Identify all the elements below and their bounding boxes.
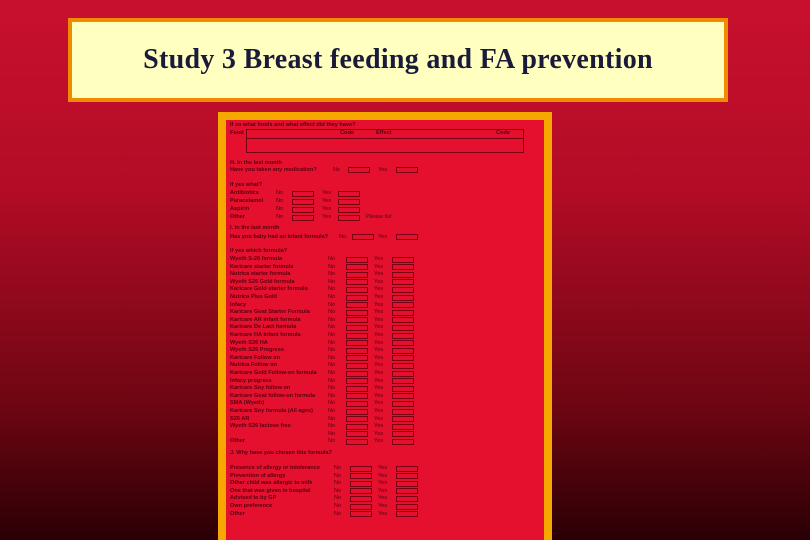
- formula-row-label: Karicare Soy formula (All ages): [230, 408, 314, 414]
- reason-row-no-box[interactable]: [350, 504, 372, 510]
- formula-row-yes: Yes: [374, 309, 384, 316]
- formula-row-yes: Yes: [374, 263, 384, 270]
- medication-row: [230, 190, 540, 198]
- formula-row-yes-box[interactable]: [392, 348, 414, 354]
- food-table-divider: [246, 138, 524, 139]
- section-i-no: No: [339, 234, 347, 240]
- formula-row-yes-box[interactable]: [392, 371, 414, 377]
- formula-row-no-box[interactable]: [346, 310, 368, 316]
- formula-row: [230, 324, 540, 332]
- formula-row-yes: Yes: [374, 392, 384, 399]
- medication-row-no: No: [276, 206, 284, 212]
- formula-row-no: No: [328, 301, 336, 308]
- formula-row-no-box[interactable]: [346, 439, 368, 445]
- reason-row-no: No: [334, 503, 342, 509]
- formula-row-no: No: [328, 423, 336, 430]
- reason-row: [230, 465, 540, 473]
- formula-row-yes: Yes: [374, 423, 384, 430]
- formula-row-label: Karicare HA infant formula: [230, 332, 301, 338]
- reason-row-no: No: [334, 495, 342, 502]
- reason-row-no-box[interactable]: [350, 473, 372, 479]
- section-h-no: No: [333, 167, 341, 173]
- reason-row-yes: Yes: [378, 480, 388, 487]
- formula-row-yes-box[interactable]: [392, 287, 414, 293]
- medication-row-no: No: [276, 190, 284, 196]
- medication-row-label: Antibiotics: [230, 190, 259, 196]
- reason-row-no-box[interactable]: [350, 488, 372, 494]
- formula-row-label: Nutrica Follow on: [230, 362, 277, 369]
- formula-row-yes: Yes: [374, 415, 384, 422]
- formula-row-yes-box[interactable]: [392, 340, 414, 346]
- formula-row-yes: Yes: [374, 354, 384, 361]
- formula-row-no: No: [328, 339, 336, 346]
- section-i-no-box[interactable]: [352, 234, 374, 240]
- formula-row-no: No: [328, 392, 336, 399]
- formula-row: [230, 286, 540, 294]
- code2-col-header: Code: [496, 130, 510, 136]
- medication-row-yes-box[interactable]: [338, 191, 360, 197]
- medication-row-no-box[interactable]: [292, 207, 314, 213]
- formula-row: [230, 271, 540, 279]
- formula-row-no-box[interactable]: [346, 348, 368, 354]
- reason-row-label: Presence of allergy or intolerance: [230, 465, 320, 471]
- formula-row-no: No: [328, 286, 336, 293]
- food-col-header: Food: [230, 130, 244, 136]
- medication-row-label: Other: [230, 214, 245, 220]
- reason-row: [230, 495, 540, 503]
- formula-row-yes: Yes: [374, 286, 384, 293]
- formula-row-no: No: [328, 347, 336, 354]
- medication-row-no-box[interactable]: [292, 199, 314, 205]
- formula-row-yes-box[interactable]: [392, 333, 414, 339]
- formula-row-label: Wyeth S-26 formula: [230, 256, 283, 262]
- formula-row-no: No: [328, 438, 336, 445]
- reason-row-no: No: [334, 480, 342, 487]
- effect-col-header: Effect: [376, 130, 392, 136]
- formula-row-no: No: [328, 370, 336, 376]
- formula-row-no-box[interactable]: [346, 378, 368, 384]
- formula-row-yes: Yes: [374, 408, 384, 414]
- formula-row: [230, 317, 540, 325]
- formula-row-no: No: [328, 415, 336, 422]
- formula-row-yes-box[interactable]: [392, 401, 414, 407]
- formula-row-yes: Yes: [374, 324, 384, 331]
- reason-row-no: No: [334, 510, 342, 517]
- formula-row-no-box[interactable]: [346, 371, 368, 377]
- formula-row-label: Karicare Gold starter formula: [230, 286, 308, 293]
- reason-row-label: Other: [230, 510, 245, 517]
- formula-row: [230, 400, 540, 408]
- formula-row-no: No: [328, 385, 336, 392]
- formula-row-no: No: [328, 400, 336, 407]
- formula-row: [230, 340, 540, 348]
- section-h-question: Have you taken any medication?: [230, 167, 317, 173]
- formula-row-label: Karicare Goat follow-on formula: [230, 392, 316, 399]
- medication-row-label: Paracetamol: [230, 198, 264, 204]
- section-i-question: Has you baby had an infant formula?: [230, 234, 329, 240]
- section-h-heading: H. In the last month: [230, 160, 282, 166]
- reason-row-no-box[interactable]: [350, 481, 372, 487]
- formula-row-no-box[interactable]: [346, 287, 368, 293]
- formula-row-yes-box[interactable]: [392, 355, 414, 361]
- reason-row-no: No: [334, 465, 342, 471]
- medication-row-yes: Yes: [322, 190, 332, 196]
- formula-row-yes: Yes: [374, 301, 384, 308]
- reason-row: [230, 503, 540, 511]
- formula-row-label: Wyeth S26 HA: [230, 339, 268, 346]
- scanned-form: [226, 120, 544, 540]
- reason-row-yes: Yes: [378, 503, 388, 509]
- medication-row: [230, 214, 540, 222]
- reason-row-no-box[interactable]: [350, 496, 372, 502]
- reason-row-yes: Yes: [378, 510, 388, 517]
- formula-row: [230, 431, 540, 439]
- formula-row-no-box[interactable]: [346, 264, 368, 270]
- section-h-yes: Yes: [378, 167, 388, 173]
- formula-row-yes-box[interactable]: [392, 272, 414, 278]
- formula-row-label: Infacy: [230, 301, 247, 308]
- formula-row-label: SMA (Wyeth): [230, 400, 265, 407]
- formula-row-no: No: [328, 377, 336, 384]
- formula-row-yes: Yes: [374, 316, 384, 323]
- reason-row-yes-box[interactable]: [396, 488, 418, 494]
- formula-row-yes-box[interactable]: [392, 295, 414, 301]
- formula-row-no-box[interactable]: [346, 272, 368, 278]
- formula-row-label: Other: [230, 438, 245, 445]
- medication-row-extra: Please list: [366, 214, 392, 220]
- formula-row-yes: Yes: [374, 271, 384, 278]
- reason-row: [230, 511, 540, 519]
- document-frame: [218, 112, 552, 540]
- formula-row-yes-box[interactable]: [392, 317, 414, 323]
- formula-row-yes-box[interactable]: [392, 302, 414, 308]
- formula-row-label: Wyeth S26 Progress: [230, 347, 284, 354]
- formula-row: [230, 256, 540, 264]
- medication-row-yes: Yes: [322, 198, 332, 204]
- formula-row-yes: Yes: [374, 278, 384, 285]
- formula-row-label: Karicare Gold Follow-on formula: [230, 370, 317, 376]
- formula-row-yes-box[interactable]: [392, 424, 414, 430]
- reason-row-yes: Yes: [378, 487, 388, 494]
- slide-title: Study 3 Breast feeding and FA prevention: [143, 44, 653, 75]
- formula-row-no-box[interactable]: [346, 355, 368, 361]
- formula-row-no-box[interactable]: [346, 295, 368, 301]
- formula-row-label: S26 AR: [230, 415, 250, 422]
- section-h-yes-box[interactable]: [396, 167, 418, 173]
- formula-row-yes: Yes: [374, 339, 384, 346]
- formula-row-yes-box[interactable]: [392, 416, 414, 422]
- medication-row-yes-box[interactable]: [338, 215, 360, 221]
- formula-row-no: No: [328, 362, 336, 369]
- formula-row-no-box[interactable]: [346, 386, 368, 392]
- formula-row-no: No: [328, 294, 336, 300]
- formula-row-yes-box[interactable]: [392, 378, 414, 384]
- formula-row-no-box[interactable]: [346, 340, 368, 346]
- formula-row-no: No: [328, 263, 336, 270]
- slide-title-box: [68, 18, 728, 102]
- medication-row-yes-box[interactable]: [338, 207, 360, 213]
- formula-row-no-box[interactable]: [346, 302, 368, 308]
- medication-row: [230, 206, 540, 214]
- formula-row-no-box[interactable]: [346, 401, 368, 407]
- formula-row-no-box[interactable]: [346, 393, 368, 399]
- formula-row-no-box[interactable]: [346, 333, 368, 339]
- formula-row: [230, 393, 540, 401]
- formula-row-yes-box[interactable]: [392, 325, 414, 331]
- formula-row-yes: Yes: [374, 438, 384, 445]
- formula-row-yes-box[interactable]: [392, 264, 414, 270]
- formula-row-yes: Yes: [374, 370, 384, 376]
- formula-row-label: Karicare Goat Starter Formula: [230, 309, 310, 316]
- food-question: If so what foods and what effect did they have?: [230, 122, 356, 128]
- reason-row-label: Prevention of allergy: [230, 472, 286, 479]
- formula-row-yes: Yes: [374, 332, 384, 338]
- formula-row: [230, 279, 540, 287]
- formula-row-yes-box[interactable]: [392, 431, 414, 437]
- formula-row-label: Karicare Follow on: [230, 354, 281, 361]
- formula-row-yes-box[interactable]: [392, 310, 414, 316]
- formula-row-no-box[interactable]: [346, 431, 368, 437]
- formula-row-label: Karicare De Lact formula: [230, 324, 297, 331]
- formula-row: [230, 309, 540, 317]
- formula-row-label: Wyeth S26 Gold formula: [230, 278, 295, 285]
- formula-row-no: No: [328, 256, 336, 262]
- formula-row-no-box[interactable]: [346, 409, 368, 415]
- formula-row: [230, 355, 540, 363]
- reason-row-no: No: [334, 472, 342, 479]
- formula-row-label: Karicare Soy follow on: [230, 385, 291, 392]
- formula-row-yes-box[interactable]: [392, 386, 414, 392]
- formula-row-no-box[interactable]: [346, 363, 368, 369]
- medication-row-no: No: [276, 214, 284, 220]
- medication-row-no: No: [276, 198, 284, 204]
- formula-row: [230, 378, 540, 386]
- reason-row-label: Other child was allergic to milk: [230, 480, 313, 487]
- reason-row-label: Advised to by GP: [230, 495, 277, 502]
- formula-row-no: No: [328, 324, 336, 331]
- reason-row-label: Own preference: [230, 503, 273, 509]
- formula-row-no: No: [328, 332, 336, 338]
- code-col-header: Code: [340, 130, 354, 136]
- formula-row-no-box[interactable]: [346, 424, 368, 430]
- reason-row: [230, 488, 540, 496]
- formula-row-no: No: [328, 316, 336, 323]
- reason-row-yes-box[interactable]: [396, 496, 418, 502]
- formula-row-no-box[interactable]: [346, 416, 368, 422]
- formula-row-label: Nutrica Plus Gold: [230, 294, 277, 300]
- medication-row-no-box[interactable]: [292, 191, 314, 197]
- reason-row-yes: Yes: [378, 472, 388, 479]
- formula-row-no-box[interactable]: [346, 317, 368, 323]
- formula-row: [230, 370, 540, 378]
- reason-row-yes-box[interactable]: [396, 511, 418, 517]
- medication-row-no-box[interactable]: [292, 215, 314, 221]
- medication-row-yes: Yes: [322, 206, 332, 212]
- reason-row-yes-box[interactable]: [396, 481, 418, 487]
- section-h-if-yes: If yes what?: [230, 182, 263, 188]
- formula-row-label: Infacy progress: [230, 377, 272, 384]
- formula-row-no-box[interactable]: [346, 279, 368, 285]
- formula-row-no: No: [328, 271, 336, 278]
- formula-row-yes-box[interactable]: [392, 393, 414, 399]
- reason-row: [230, 480, 540, 488]
- reason-row-no: No: [334, 487, 342, 494]
- reason-row-yes: Yes: [378, 495, 388, 502]
- formula-row-no: No: [328, 354, 336, 361]
- formula-row: [230, 385, 540, 393]
- formula-row: [230, 294, 540, 302]
- medication-row-label: Aspirin: [230, 206, 250, 212]
- reason-row-yes: Yes: [378, 465, 388, 471]
- section-i-yes: Yes: [378, 234, 388, 240]
- reason-row: [230, 473, 540, 481]
- section-i-yes-box[interactable]: [396, 234, 418, 240]
- formula-row-yes: Yes: [374, 377, 384, 384]
- formula-row-label: Nutrica starter formula: [230, 271, 291, 278]
- medication-row: [230, 198, 540, 206]
- formula-row-no: No: [328, 408, 336, 414]
- formula-row: [230, 416, 540, 424]
- formula-row-yes-box[interactable]: [392, 279, 414, 285]
- formula-row-yes: Yes: [374, 256, 384, 262]
- reason-row-label: One that was given in hospital: [230, 487, 311, 494]
- formula-row-yes-box[interactable]: [392, 439, 414, 445]
- medication-row-yes: Yes: [322, 214, 332, 220]
- formula-row-yes: Yes: [374, 347, 384, 354]
- formula-row-no-box[interactable]: [346, 325, 368, 331]
- formula-row-yes: Yes: [374, 294, 384, 300]
- formula-row-label: Wyeth S26 lactose free: [230, 423, 291, 430]
- section-i-which: If yes which formula?: [230, 248, 288, 254]
- formula-row-yes-box[interactable]: [392, 257, 414, 263]
- reason-row-yes-box[interactable]: [396, 473, 418, 479]
- formula-row: [230, 362, 540, 370]
- reason-row-no-box[interactable]: [350, 466, 372, 472]
- formula-row-yes: Yes: [374, 400, 384, 407]
- formula-row: [230, 347, 540, 355]
- formula-row-no: No: [328, 278, 336, 285]
- section-j-heading: J. Why have you chosen this formula?: [230, 450, 332, 456]
- formula-row-yes: Yes: [374, 430, 384, 437]
- section-h-no-box[interactable]: [348, 167, 370, 173]
- formula-row-yes: Yes: [374, 385, 384, 392]
- reason-row-yes-box[interactable]: [396, 466, 418, 472]
- formula-row-no-box[interactable]: [346, 257, 368, 263]
- formula-row-no: No: [328, 309, 336, 316]
- formula-row: [230, 302, 540, 310]
- reason-row-no-box[interactable]: [350, 511, 372, 517]
- formula-row: [230, 438, 540, 446]
- formula-row: [230, 264, 540, 272]
- medication-row-yes-box[interactable]: [338, 199, 360, 205]
- formula-row: [230, 332, 540, 340]
- formula-row-yes: Yes: [374, 362, 384, 369]
- formula-row: [230, 423, 540, 431]
- formula-row-yes-box[interactable]: [392, 409, 414, 415]
- formula-row-no: No: [328, 430, 336, 437]
- formula-row: [230, 408, 540, 416]
- section-i-heading: I. In the last month: [230, 225, 280, 231]
- formula-row-label: Karicare AR infant formula: [230, 316, 301, 323]
- reason-row-yes-box[interactable]: [396, 504, 418, 510]
- formula-row-yes-box[interactable]: [392, 363, 414, 369]
- formula-row-label: Karicare starter formula: [230, 263, 294, 270]
